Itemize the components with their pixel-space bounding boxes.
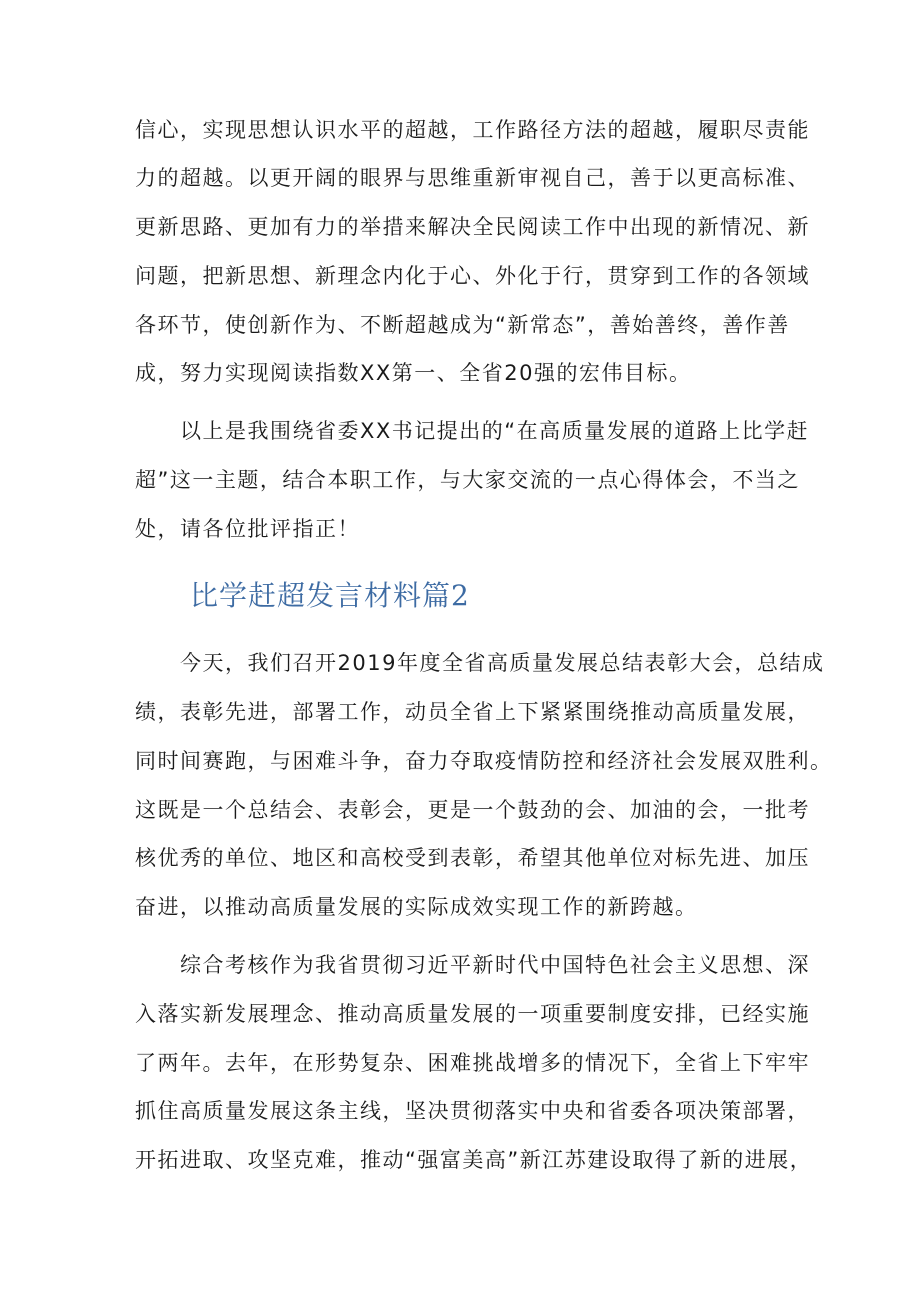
paragraph-line: 绩，表彰先进，部署工作，动员全省上下紧紧围绕推动高质量发展， [135,700,810,724]
paragraph-line: 开拓进取、攻坚克难，推动“强富美高”新江苏建设取得了新的进展， [135,1148,813,1172]
paragraph-line: 信心，实现思想认识水平的超越，工作路径方法的超越，履职尽责能 [135,118,810,142]
paragraph-line: 入落实新发展理念、推动高质量发展的一项重要制度安排，已经实施 [135,1002,810,1026]
paragraph-line: 更新思路、更加有力的举措来解决全民阅读工作中出现的新情况、新 [135,215,810,239]
paragraph-line: 奋进，以推动高质量发展的实际成效实现工作的新跨越。 [135,895,698,919]
paragraph-line: 处，请各位批评指正！ [135,517,360,541]
paragraph-line: 以上是我围绕省委XX书记提出的“在高质量发展的道路上比学赶 [180,419,810,443]
paragraph-line: 超”这一主题，结合本职工作，与大家交流的一点心得体会，不当之 [135,468,800,492]
section-heading: 比学赶超发言材料篇2 [190,579,470,612]
paragraph-line: 了两年。去年，在形势复杂、困难挑战增多的情况下，全省上下牢牢 [135,1051,810,1075]
paragraph-line: 抓住高质量发展这条主线，坚决贯彻落实中央和省委各项决策部署， [135,1099,810,1123]
paragraph-line: 各环节，使创新作为、不断超越成为“新常态”，善始善终，善作善 [135,313,790,337]
paragraph-line: 今天，我们召开2019年度全省高质量发展总结表彰大会，总结成 [180,651,825,675]
paragraph-line: 核优秀的单位、地区和高校受到表彰，希望其他单位对标先进、加压 [135,846,810,870]
paragraph-line: 同时间赛跑，与困难斗争，奋力夺取疫情防控和经济社会发展双胜利。 [135,749,833,773]
paragraph-line: 综合考核作为我省贯彻习近平新时代中国特色社会主义思想、深 [180,953,810,977]
paragraph-line: 这既是一个总结会、表彰会，更是一个鼓劲的会、加油的会，一批考 [135,798,810,822]
paragraph-line: 力的超越。以更开阔的眼界与思维重新审视自己，善于以更高标准、 [135,166,810,190]
paragraph-line: 成，努力实现阅读指数XX第一、全省20强的宏伟目标。 [135,361,692,385]
paragraph-line: 问题，把新思想、新理念内化于心、外化于行，贯穿到工作的各领域 [135,264,810,288]
